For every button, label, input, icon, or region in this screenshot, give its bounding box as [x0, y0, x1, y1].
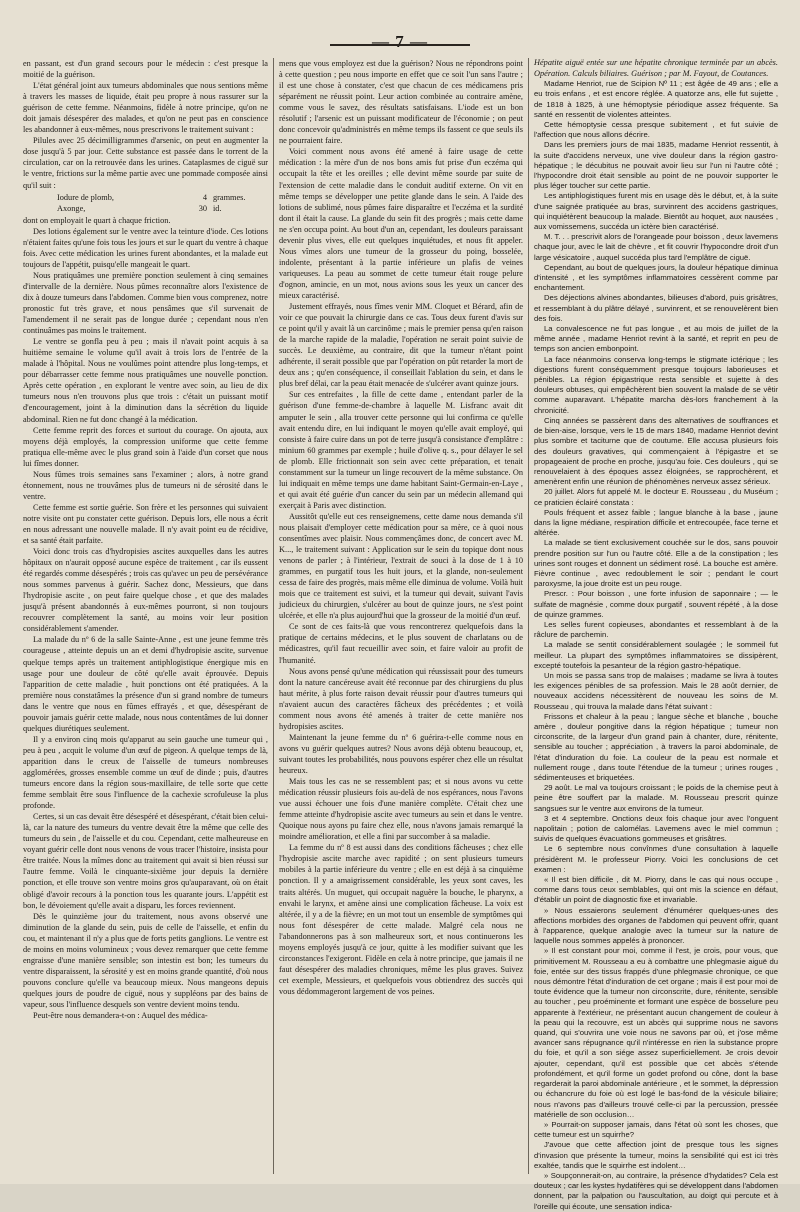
paragraph: Madame Henriot, rue de Scipion Nº 11 ; est âgée de 49 ans ; elle a eu trois enfans , et est encore réglée. A quatorze ans, elle fut sujette , de 1818 à 1825, à une hémoptysie périodique assez fréquente. Sa santé en ressentit de violentes atteintes. [534, 79, 778, 119]
paragraph: La malade se sentit considérablement soulagée ; le sommeil fut meilleur. La plupart des symptômes inflammatoires se dissipèrent, excepté toutefois la pesanteur de la région gastro-hépatique. [534, 640, 778, 670]
unit: id. [213, 203, 222, 213]
paragraph: Aussitôt qu'elle eut ces renseignemens, cette dame nous demanda s'il nous plaisait d'employer cette médication pour sa mère, ce à quoi nous consentîmes avec plaisir. Nous commençâmes donc, de concert avec M. K..., le traitement suivant : Application sur le sein du topique dont nous venons de parler ; à l'intérieur, l'extrait de souci à la dose de 1 à 10 grammes, en purgatif tous les huit jours, et la glande, non-seulement cessa de faire des progrès, mais même elle diminua de volume. Voilà huit mois que ce traitement est suivi, et la tumeur qui devait, suivant l'avis judicieux du chirurgien, s'ulcérer au bout de quinze jours, ne s'est point ulcérée, et elle n'a plus aujourd'hui que la grosseur de la moitié d'un œuf. [279, 511, 523, 621]
column-2 [273, 58, 528, 1174]
paragraph: La malade se tient exclusivement couchée sur le dos, sans pouvoir prendre position sur l'un ou l'autre côté. Elle a de la constipation ; les urines sont rouges et donnent un sédiment rosé. La bouche est amère. Fièvre continue , avec redoublement le soir ; pendant le court paroxysme, la joue droite est un peu rouge. [534, 538, 778, 589]
paragraph: Peut-être nous demandera-t-on : Auquel des médica- [33, 1011, 208, 1021]
case-title: Hépatite aiguë entée sur une hépatite chronique terminée par un abcès. Opération. Calculs biliaires. Guérison ; par M. Fayout, de Coutances. [534, 58, 778, 78]
paragraph: J'avoue que cette affection joint de presque tous les signes d'invasion que présente la tumeur, moins la sensibilité qui est ici très exaltée, tandis que le squirrhe est indolent… [534, 1140, 778, 1170]
paragraph: Nous fûmes trois semaines sans l'examiner ; alors, à notre grand étonnement, nous ne trouvâmes plus de tumeurs ni de sérosité dans le ventre. [23, 469, 268, 501]
paragraph: Il y a environ cinq mois qu'apparut au sein gauche une tumeur qui , peu à peu , acquit le volume d'un œuf de pigeon. A quelque temps de là, apparition dans le creux de l'aisselle de tumeurs nombreuses agglomérées, grosses ensemble comme un œuf de dinde ; puis, d'autres tumeurs encore dans la région sous-maxillaire, de telle sorte que cette femme semblait être sous l'influence de la cachexie scrofuleuse la plus profonde. [23, 734, 268, 811]
paragraph: Pouls fréquent et assez faible ; langue blanche à la base , jaune dans la ligne médiane, respiration difficile et entrecoupée, face terne et altérée. [534, 507, 778, 538]
formula-row [23, 192, 268, 203]
quantity: 30 [198, 203, 207, 213]
paragraph: Le ventre se gonfla peu à peu ; mais il n'avait point acquis à sa huitième semaine le volume qu'il avait à trois lors de l'entrée de la malade à l'hôpital. Nous ne voulûmes point attendre plus long-temps, et pour débarrasser cette femme nous pratiquâmes une nouvelle ponction. Après cette opération , en explorant le ventre avec soin, au lieu de dix tumeurs nous n'en trouvons plus que trois : c'était un puissant motif d'encouragement, joint à la diminution dans la sécrétion du liquide abdominal. Rien ne fut donc changé à la médication. [23, 337, 268, 424]
paragraph: Mais tous les cas ne se ressemblent pas; et si nous avons vu cette médication réussir plusieurs fois au-delà de nos espérances, nous l'avons vue aussi échouer une fois d'une manière complète. C'était chez une femme atteinte d'hydropisie ascite avec tumeurs au sein et dans le ventre. Quoique nous ayons pu faire chez elle, nous n'avons jamais remarqué la moindre amélioration, et elle a fini par succomber à sa maladie. [279, 777, 523, 842]
paragraph: L'état général joint aux tumeurs abdominales que nous sentions même à travers les masses de liquide, était peu propre à nous rassurer sur la guérison de cette femme. Néanmoins, fidèle à notre principe, qu'on ne doit jamais désespérer des malades, et qu'on ne peut pas en conscience les abandonner à eux-mêmes, nous prescrivons le traitement suivant : [23, 81, 268, 135]
paragraph: Voici donc trois cas d'hydropisies ascites auxquelles dans les autres hôpitaux on n'aurait opposé aucune espèce de traitement , car ils eussent été regardés comme désespérés ; trois cas qu'avec un peu de persévérance nous sommes parvenus à guérir. Sachez donc, Messieurs, que dans l'hydropisie ascite , on peut faire quelque chose , et que des malades jusqu'à présent abandonnés à eux-mêmes pourront, si non toujours recouvrer complètement la santé, au moins voir leur position considérablement s'amender. [23, 547, 268, 634]
paragraph: Pilules avec 25 décimilligrammes d'arsenic, on peut en augmenter la dose jusqu'à 5 par jour. Cette substance est passée dans le torrent de la circulation, car on la retrouvée dans les urines. Cataplasmes de ciguë sur le ventre, frictions sur la même partie avec une pommade composée ainsi qu'il suit : [23, 136, 268, 190]
paragraph: 3 et 4 septembre. Onctions deux fois chaque jour avec l'onguent napolitain ; potion de calomélas. Lavemens avec le miel commun ; suivis de quelques évacuations gommeuses et grisâtres. [534, 813, 778, 844]
paragraph: Prescr. : Pour boisson , une forte infusion de saponnaire ; — le sulfate de magnésie , comme doux purgatif , souvent répété , à la dose de quinze grammes. [534, 589, 778, 619]
paragraph: La convalescence ne fut pas longue , et au mois de juillet de la même année , madame Henriot revint à la santé, et reprit en peu de temps son ancien embonpoint. [534, 324, 778, 354]
ingredient: Axonge, [57, 203, 86, 213]
paragraph: mens que vous employez est due la guérison? Nous ne répondrons point à cette question ; peu nous importe en effet que ce soit l'un sans l'autre ; il est une chose à constater, c'est que chacun de ces médicamens pris séparément ne réussit point. Leur action combinée au contraire amène, comme vous le savez, des résultats satisfaisans. L'iode est un bon résolutif ; l'arsenic est un puissant modificateur de l'économie ; on peut donc concevoir qu'administrés en même temps ils fassent ce que seuls ils ne pourraient faire. [279, 59, 523, 146]
ingredient: Iodure de plomb, [57, 192, 114, 202]
paragraph: Cependant, au bout de quelques jours, la douleur hépatique diminua d'intensité , et les symptômes inflammatoires cessèrent comme par enchantement. [534, 262, 778, 293]
paragraph: » Il est constant pour moi, comme il l'est, je crois, pour vous, que primitivement M. Rousseau a eu à combattre une phlegmasie aiguë du foie, entée sur des tissus frappés d'une phlegmasie chronique, ce que nous démontre l'état d'induration de cet organe ; mais il est pour moi de toute évidence que la tumeur non circonscrite, dure, rénitente, sensible au toucher , peu proéminente et formant une espèce de bosselure peu apparente à l'extérieur, ne présentant aucun changement de couleur à la peau qui la recouvre, est un abcès qui supprime nous ne savons quand, qui s'ouvrira une voie nous ne savons par où, et j'ose même avancer sans répugnance qu'il n'intéresse en rien la substance propre du foie, et qu'il a son siége assez superficiellement. Je crois devoir ajouter, cependant, qu'il est possible que cet abcès s'étende profondément, et qu'il forme un godet profond ou cône, dont la base regarderait la paroi abdominale antérieure , et le sommet, la dépression ou échancrure du foie où est logé le bas-fond de la vésicule biliaire; nous n'avons pas d'ailleurs trouvé celle-ci par la percussion, pressée matérielle de son occlusion… [534, 946, 778, 1119]
paragraph: « Il est bien difficile , dit M. Piorry, dans le cas qui nous occupe , comme dans tous ceux semblables, qui ont mis la science en défaut, d'établir un point de diagnostic fixe et invariable. [534, 875, 778, 905]
paragraph: » Pourrait-on supposer jamais, dans l'état où sont les choses, que cette tumeur est un squirrhe? [534, 1119, 778, 1140]
paragraph: Cette femme reprit des forces et surtout du courage. On ajouta, aux moyens déjà employés, la compression uniforme que cette femme pratiqua elle-même avec le plus grand soin à l'aide d'un corset que nous lui fîmes donner. [23, 425, 268, 468]
paragraph: Sur ces entrefaites , la fille de cette dame , entendant parler de la guérison d'une femme-de-chambre à laquelle M. Lisfranc avait dit amputer le sein , alla trouver cette personne qui lui confirma ce qu'elle avait entendu dire, en lui indiquant le moyen qu'elle avait employé, qui consiste à faire cuire dans un pot de terre jusqu'à consistance d'emplâtre : minium 60 grammes par exemple ; huile d'olive q. s., pour délayer le sel de plomb. Elle frictionnait son sein avec cette préparation, et tenait constamment sur la tumeur un linge recouvert de la même substance. On lui indiquait en même temps une dame habitant Saint-Germain-en-Laye , et qui avait été guérie d'un cancer du sein par un médecin allemand qui exerçait à Paris avec distinction. [279, 390, 523, 510]
paragraph: Ce sont de ces faits-là que vous rencontrerez quelquefois dans la pratique de certains médecins, et le plus souvent de charlatans ou de médicastres, qu'il faut recueillir avec soin, et faire valoir au profit de l'humanité. [279, 622, 523, 665]
paragraph: Le 6 septembre nous convînmes d'une consultation à laquelle présidèrent M. le professeur Piorry. Voici les conclusions de cet examen : [534, 844, 778, 874]
unit: grammes. [213, 192, 246, 202]
paragraph: Cette hémoptysie cessa presque subitement , et fut suivie de l'affection que nous allons décrire. [534, 120, 778, 140]
paragraph: La femme du nº 8 est aussi dans des conditions fâcheuses ; chez elle l'hydropisie ascite marche avec rapidité ; on sent plusieurs tumeurs mobiles à la partie inférieure du ventre ; elle en est déjà à sa cinquième ponction. Il y a amaigrissement considérable, les yeux sont caves, les traits altérés. Un muguet, qui occupait naguère la bouche, le pharynx, a envahi le larynx, et amène ainsi une complication fâcheuse. La voix est altérée, il y a de la fièvre; en un mot tout un ensemble de symptômes qui nous font désespérer de cette malade. Malgré cela nous ne l'abandonnerons pas à son malheureux sort, et nous continuerons les moyens employés jusqu'à ce jour, quitte à les modifier suivant que les circonstances l'exigeront. Fidèle en cela à notre principe, que jamais il ne faut désespérer des maladies chroniques, même les plus graves. Suivez cet exemple, Messieurs, et quelquefois vous obtiendrez des succès qui vous dédommageront largement de vos peines. [279, 843, 523, 996]
paragraph: Les selles furent copieuses, abondantes et ressemblant à de la râclure de parchemin. [534, 619, 778, 640]
paragraph: Un mois se passa sans trop de malaises ; madame se livra à toutes les exigences pénibles de sa profession. Mais le 28 août dernier, de nouveaux accidens nécessitèrent de nouveau les soins de M. Rousseau , qui trouva la malade dans l'état suivant : [534, 670, 778, 711]
quantity: 4 [202, 192, 207, 202]
paragraph: Voici comment nous avons été amené à faire usage de cette médication : la mère d'un de nos bons amis fut prise d'un eczéma qui occupait la tête et les oreilles ; elle devint même sourde par suite de l'extension de cette maladie dans le conduit auditif externe. On vit en même temps se développer une petite glande dans le sein. A l'aide des lotions de sublimé, nous pûmes faire disparaître et l'eczéma et la surdité dont il était la cause. La glande du sein fit des progrès ; mais cette dame ne s'en occupa point. Au bout d'un an, cependant, les douleurs paraissant devenir plus vives, elle eut quelques inquiétudes, et nous fit appeler. Nous vîmes alors une tumeur de la grosseur du poing, bosselée, indolente, présentant à la partie inférieure un plafis de veines variqueuses. La peau au sommet de cette tumeur était rouge pelure d'ognon, amincie, en un mot, nous avions sous les yeux un cancer des mieux caractérisé. [279, 147, 523, 300]
paragraph: Nous avons pensé qu'une médication qui réussissait pour des tumeurs dont la nature cancéreuse avait été reconnue par des chirurgiens du plus haut mérite, à plus forte raison devait réussir pour d'autres tumeurs qui n'avaient aucun des caractères fâcheux des précédentes ; et voilà comment nous avons été amenés à traiter de cette manière nos hydropisies ascites. [279, 666, 523, 731]
paragraph: » Nous essaierons seulement d'énumérer quelques-unes des affections morbides des organes de l'abdomen qui peuvent offrir, quant à l'apparence, quelque analogie avec la tumeur sur la nature de laquelle nous sommes appelés à prononcer. [534, 905, 778, 946]
paragraph: en passant, est d'un grand secours pour le médecin : c'est presque la moitié de la guérison. [23, 59, 268, 80]
paragraph: La malade du nº 6 de la salle Sainte-Anne , est une jeune femme très courageuse , atteinte depuis un an et demi d'hydropisie ascite, survenue quelque temps après un traitement antiphlogistique énergique mis en usage pour une douleur de côté qu'elle avait éprouvée. Depuis l'apparition de cette maladie , huit ponctions ont été pratiquées. A la première nous constatâmes la présence d'un si grand nombre de tumeurs dans le ventre que nous en fûmes effrayés , et que, désespérant de pouvoir jamais guérir cette malade, nous nous contentâmes de lui donner quelques diurétiques seulement. [23, 635, 268, 733]
text-columns [18, 58, 784, 1211]
column-1 [18, 58, 273, 1174]
page-number: — 7 — [372, 32, 428, 51]
paragraph: Frissons et chaleur à la peau ; langue sèche et blanche , bouche amère , douleur pongitive dans la région hépatique ; tumeur non circonscrite, de la largeur d'un grand pain à chanter, dure, rénitente, sensible au toucher ; appréciation , à travers la paroi abdominale, de l'état d'induration du foie. La couleur de la peau est normale et nullement rouge , dans toute l'étendue de la tumeur ; urines rouges , sédimenteuses et briquetées. [534, 711, 778, 782]
paragraph: Justement effrayés, nous fîmes venir MM. Cloquet et Bérard, afin de voir ce que pouvait la chirurgie dans ce cas. Tous deux furent d'avis sur ce point qu'il y avait là un carcinôme ; mais le premier pensa qu'en raison de la marche rapide de la maladie, l'opération ne serait point suivie de succès. Le deuxième, au contraire, dit que la tumeur n'étant point adhérente, il serait possible que par l'opération on pût retarder la mort de deux ans ; qu'en conséquence, il conseillait l'ablation du sein, et dans le plus bref délai, car la peau était menacée de s'ulcérer avant quinze jours. [279, 302, 523, 389]
column-3 [528, 58, 783, 1211]
paragraph: Certes, si un cas devait être désespéré et désespérant, c'était bien celui-là, car la nature des tumeurs du ventre devait être la même que celle des tumeurs du sein , de l'aisselle et du cou. Cependant, cette malheureuse en voyant guérir celle dont nous venons de vous tracer l'histoire, insista pour être traitée. Nous la mîmes donc au traitement qui avait si bien réussi sur l'autre femme. Voilà le cinquante-sixième jour depuis la dernière ponction, et elle trouve son ventre moins gros qu'auparavant, où on était obligé d'avoir recours à la ponction tous les quarante jours. L'appétit est bon, le dévoiement qu'elle avait a disparu, les forces reviennent. [23, 812, 268, 910]
paragraph: Dès le quinzième jour du traitement, nous avons observé une diminution de la glande du sein, puis de celle de l'aisselle, et enfin du cou, et maintenant il n'y a plus que de forts petits ganglions. Le ventre est de moins en moins volumineux ; vous devez remarquer que cette femme engraisse d'une manière sensible; son intestin est bon; les tumeurs du ventre disparaissent, la sérosité y est en moins grande quantité, d'où nous pouvons conclure qu'elle va beaucoup mieux. Nous mangeons depuis quelques jours de poudre de ciguë, nous y suppléons par des bains de vapeur, sous l'influence desquels son ventre devient moins tendu. [23, 911, 268, 1009]
paragraph: Maintenant la jeune femme du nº 6 guérira-t-elle comme nous en avons vu guérir quelques autres? Nous avons déjà obtenu beaucoup, et, suivant toutes les probabilités, nous pouvons espérer chez elle un résultat heureux. [279, 732, 523, 775]
paragraph: Des lotions également sur le ventre avec la teinture d'iode. Ces lotions n'étaient faites qu'une fois tous les jours et sur le quart du ventre à chaque fois. Avec cette médication les urines furent abondantes, et la malade eut toujours de l'appétit, puisqu'elle mangeait le quart. [23, 226, 268, 269]
paragraph: » Soupçonnerait-on, au contraire, la présence d'hydatides? Cela est douteux ; car les kystes hydatifères qui se développent dans l'abdomen donnent, par la palpation ou l'auscultation, au doigt qui percute et à l'oreille qui écoute, une sensation indica- [534, 1170, 778, 1211]
paragraph: dont on employait le quart à chaque friction. [23, 215, 171, 225]
formula-row [23, 203, 268, 214]
paragraph: 29 août. Le mal va toujours croissant ; le poids de la chemise peut à peine être souffert par la malade. M. Rousseau prescrit quinze sangsues sur le ventre aux environs de la tumeur. [534, 783, 778, 813]
paragraph: Cette femme est sortie guérie. Son frère et les personnes qui suivaient notre visite ont pu constater cette guérison. Depuis lors, elle nous a écrit en nous adressant une nouvelle malade. Il n'y avait point eu de récidive, et sa santé était parfaite. [23, 502, 268, 546]
paragraph: Les antiphlogistiques furent mis en usage dès le début, et, à la suite d'une saignée pratiquée au bras, survinrent des accidens gastriques, qui inquiétèrent beaucoup la malade. Bientôt au hoquet, aux nausées , aux vomissemens, succéda un ictère bien caractérisé. [534, 191, 778, 232]
paragraph: Nous pratiquâmes une première ponction seulement à cinq semaines d'intervalle de la dernière. Nous pûmes reconnaître alors l'existence de dix à douze tumeurs dans l'abdomen. Comme bien vous comprenez, notre pronostic fut très grave, et nous pensâmes que s'il survenait de l'amendement il ne serait pas de longue durée ; cependant nous n'en continuâmes pas moins le traitement. [23, 270, 268, 336]
paragraph: La face néanmoins conserva long-temps le stigmate ictérique ; les digestions furent conséquemment presque toujours laborieuses et pénibles. La région épigastrique resta sensible et sujette à des douleurs obtuses, qui empêchèrent bien souvent la malade de se vêtir comme auparavant. L'hépatite marcha dès-lors franchement à la chronicité. [534, 354, 778, 415]
paragraph: 20 juillet. Alors fut appelé M. le docteur E. Rousseau , du Muséum ; ce praticien éclairé constata : [534, 487, 778, 507]
prescription-formula [23, 192, 268, 214]
paragraph: Des déjections alvines abondantes, bilieuses d'abord, puis grisâtres, et ressemblant à du plâtre délayé , survinrent, et se renouvelèrent bien des fois. [534, 293, 778, 323]
paragraph: Cinq années se passèrent dans des alternatives de souffrances et de bien-aise, lorsque, vers le 15 de mars 1840, madame Henriot devint plus sombre et taciturne que de coutume. Elle accusa plusieurs fois des douleurs gravatives, qui commençaient à l'épigastre et se propageaient de proche en proche, jusqu'au foie. Ces douleurs , qui se renouvelaient à des époques assez éloignées, se rapprochèrent, et amenèrent enfin une réunion de phénomènes nerveux assez sérieux. [534, 415, 778, 487]
paragraph: M. T. . . prescrivit alors de l'orangeade pour boisson , deux lavemens chaque jour, avec le lait de chèvre , et fit couvrir l'hypocondre droit d'un large vésicatoire , auquel succéda plus tard l'emplâtre de ciguë. [534, 232, 778, 262]
folio-rule [330, 44, 470, 46]
paragraph: Dans les premiers jours de mai 1835, madame Henriot ressentit, à la suite d'accidens nerveux, une vive douleur dans la région gastro-hépatique ; le décubitus ne pouvait avoir lieu sur l'un ni l'autre côté ; l'hypocondre droit était sensible au point de ne pouvoir supporter le plus léger toucher sur cette partie. [534, 140, 778, 191]
